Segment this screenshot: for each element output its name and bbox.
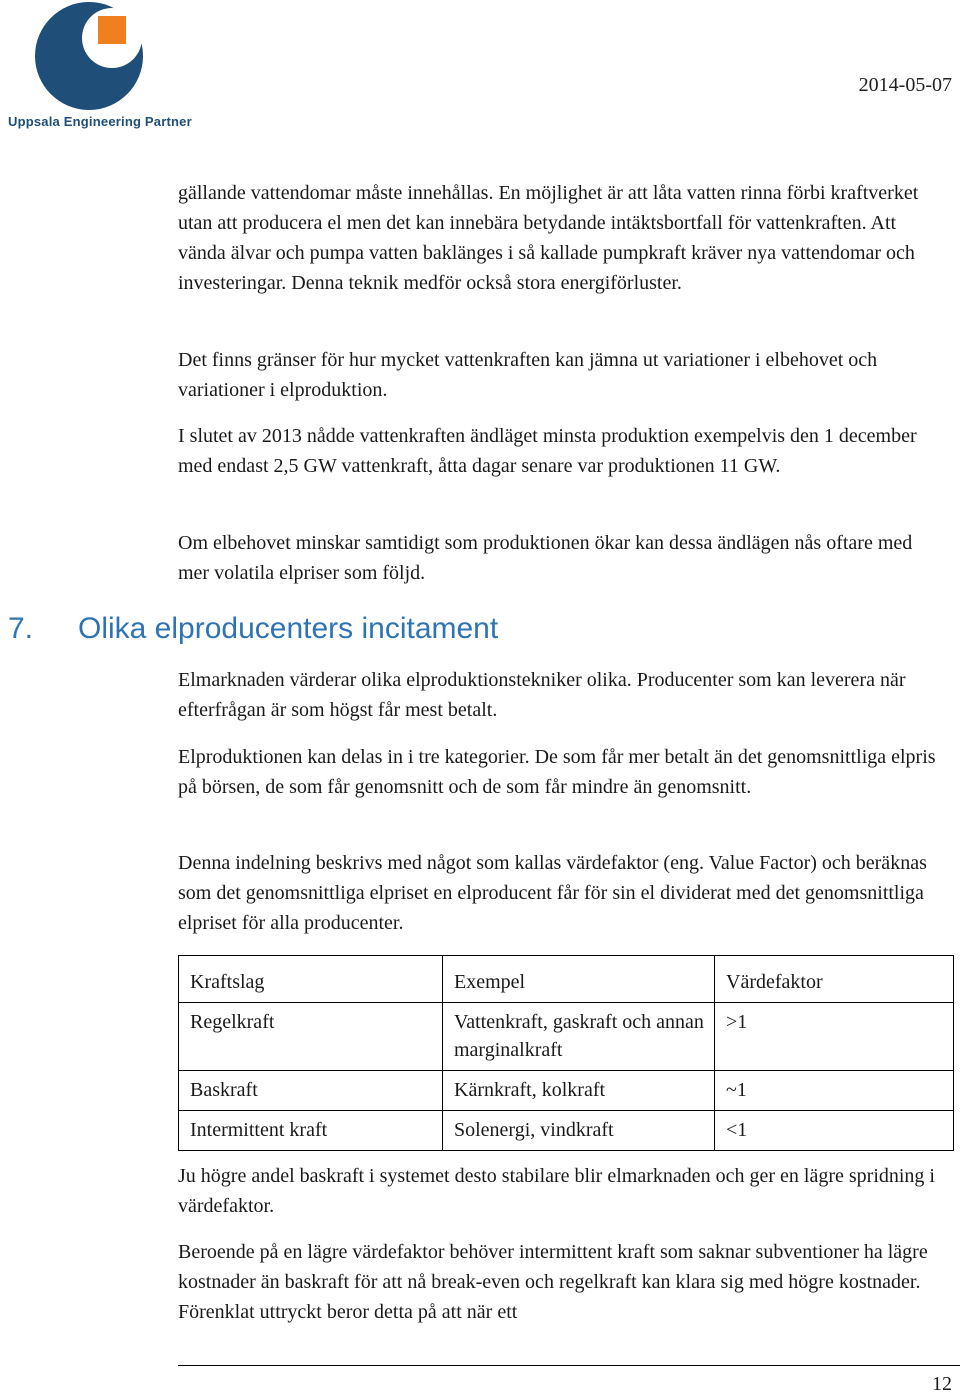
footer-divider (178, 1365, 960, 1366)
table-cell: Regelkraft (179, 1003, 443, 1071)
table-cell: Vattenkraft, gaskraft och annan marginalkraft (443, 1003, 715, 1071)
table-header-cell: Exempel (443, 956, 715, 1003)
page-number: 12 (932, 1373, 952, 1395)
table-cell: >1 (715, 1003, 954, 1071)
paragraph: gällande vattendomar måste innehållas. En möjlighet är att låta vatten rinna förbi kraftverket utan att producera el men det kan innebära betydande intäktsbortfall för vattenkraften. Att vända älvar och pumpa vatten baklänges i så kallade pumpkraft kräver nya vattendomar och investeringar. Denna teknik medför också stora energiförluster. (178, 182, 919, 294)
section-heading (8, 612, 498, 646)
paragraph: Elproduktionen kan delas in i tre kategorier. De som får mer betalt än det genomsnittliga elpris på börsen, de som får genomsnitt och de som får mindre än genomsnitt. (178, 746, 936, 798)
table-header-cell: Värdefaktor (715, 956, 954, 1003)
table-row (179, 1071, 954, 1111)
table-cell: Solenergi, vindkraft (443, 1111, 715, 1151)
table-cell: <1 (715, 1111, 954, 1151)
paragraph: Beroende på en lägre värdefaktor behöver intermittent kraft som saknar subventioner ha lägre kostnader än baskraft för att nå break-even och regelkraft kan klara sig med högre kostnader. Förenklat uttryckt beror detta på att när ett (178, 1241, 928, 1323)
table-header-cell: Kraftslag (179, 956, 443, 1003)
paragraph: Det finns gränser för hur mycket vattenkraften kan jämna ut variationer i elbehovet och variationer i elproduktion. (178, 349, 878, 401)
company-logo (0, 0, 200, 140)
table-cell: ~1 (715, 1071, 954, 1111)
value-factor-table (178, 955, 954, 1151)
table-row (179, 1003, 954, 1071)
section-number: 7. (8, 612, 34, 645)
company-name: Uppsala Engineering Partner (8, 114, 192, 129)
table-cell: Intermittent kraft (179, 1111, 443, 1151)
table-cell: Kärnkraft, kolkraft (443, 1071, 715, 1111)
table-cell: Baskraft (179, 1071, 443, 1111)
table-row (179, 1111, 954, 1151)
document-date: 2014-05-07 (858, 74, 952, 96)
section-title: Olika elproducenters incitament (78, 612, 499, 645)
paragraph: I slutet av 2013 nådde vattenkraften ändläget minsta produktion exempelvis den 1 december med endast 2,5 GW vattenkraft, åtta dagar senare var produktionen 11 GW. (178, 425, 917, 477)
paragraph: Denna indelning beskrivs med något som kallas värdefaktor (eng. Value Factor) och beräknas som det genomsnittliga elpriset en elproducent får för sin el dividerat med det genomsnittliga elpriset för alla producenter. (178, 852, 927, 934)
paragraph: Om elbehovet minskar samtidigt som produktionen ökar kan dessa ändlägen nås oftare med mer volatila elpriser som följd. (178, 532, 913, 584)
paragraph: Ju högre andel baskraft i systemet desto stabilare blir elmarknaden och ger en lägre spridning i värdefaktor. (178, 1165, 935, 1217)
table-header-row (179, 956, 954, 1003)
paragraph: Elmarknaden värderar olika elproduktionstekniker olika. Producenter som kan leverera när efterfrågan är som högst får mest betalt. (178, 669, 906, 721)
